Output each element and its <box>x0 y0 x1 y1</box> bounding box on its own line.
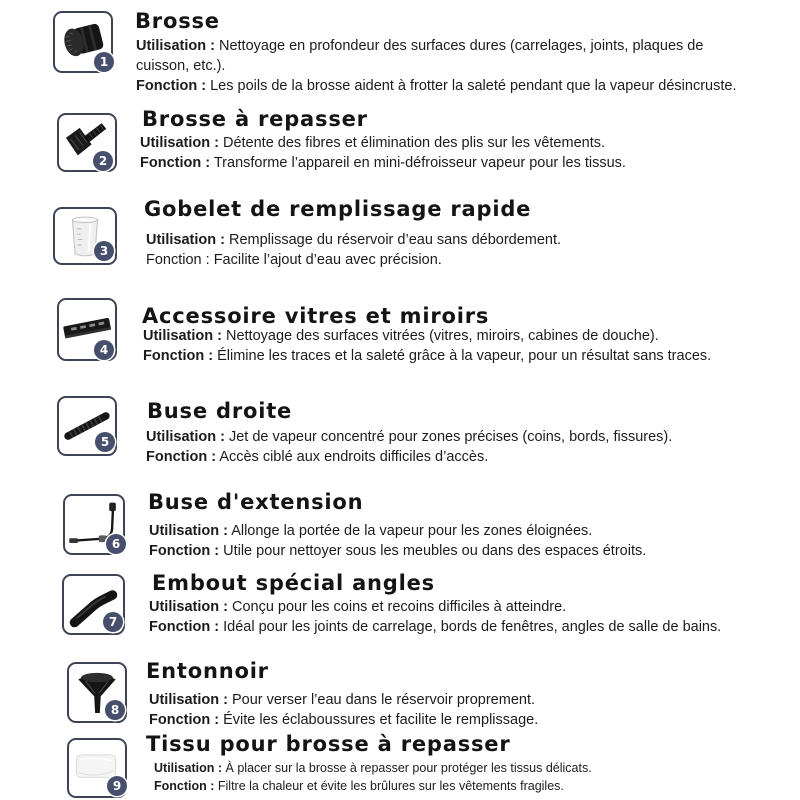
number-badge: 6 <box>106 534 126 554</box>
usage-line <box>149 521 646 541</box>
function-text: Utile pour nettoyer sous les meubles ou dans des espaces étroits. <box>223 543 647 559</box>
usage-label: Utilisation : <box>136 38 215 54</box>
function-line <box>146 250 561 270</box>
function-text: Les poils de la brosse aident à frotter la saleté pendant que la vapeur désincruste. <box>210 78 737 94</box>
function-label: Fonction : <box>140 155 211 171</box>
accessory-title: Gobelet de remplissage rapide <box>144 197 532 221</box>
number-badge: 4 <box>94 340 114 360</box>
usage-label: Utilisation : <box>146 232 225 248</box>
function-line <box>154 777 592 795</box>
usage-line <box>143 326 711 346</box>
usage-text: Détente des fibres et élimination des plis sur les vêtements. <box>222 135 606 151</box>
function-line <box>140 153 626 173</box>
accessory-title: Brosse <box>135 9 220 33</box>
accessory-title: Entonnoir <box>146 659 269 683</box>
usage-text: Allonge la portée de la vapeur pour les zones éloignées. <box>231 523 593 539</box>
accessory-title: Accessoire vitres et miroirs <box>142 304 490 328</box>
function-label: Fonction : <box>146 252 210 268</box>
usage-text: Pour verser l’eau dans le réservoir proprement. <box>231 692 536 708</box>
function-label: Fonction : <box>149 712 220 728</box>
number-badge: 5 <box>95 432 115 452</box>
accessory-title: Brosse à repasser <box>142 107 368 131</box>
function-line <box>136 76 736 96</box>
function-line <box>143 346 711 366</box>
usage-text: À placer sur la brosse à repasser pour protéger les tissus délicats. <box>225 761 592 775</box>
number-badge: 3 <box>94 241 114 261</box>
accessory-description <box>136 36 736 96</box>
function-text: Facilite l’ajout d’eau avec précision. <box>213 252 442 268</box>
function-line <box>149 710 538 730</box>
usage-line <box>149 690 538 710</box>
function-text: Évite les éclaboussures et facilite le remplissage. <box>223 712 539 728</box>
accessory-description <box>149 521 646 561</box>
function-text: Filtre la chaleur et évite les brûlures sur les vêtements fragiles. <box>217 779 564 793</box>
number-badge: 7 <box>103 612 123 632</box>
accessory-description <box>146 427 672 467</box>
usage-label: Utilisation : <box>149 523 228 539</box>
usage-label: Utilisation : <box>149 692 228 708</box>
usage-line <box>149 597 721 617</box>
accessory-title: Buse droite <box>147 399 293 423</box>
function-text: Accès ciblé aux endroits difficiles d’accès. <box>219 449 489 465</box>
number-badge: 2 <box>93 151 113 171</box>
accessory-description <box>140 133 626 173</box>
usage-text: Remplissage du réservoir d’eau sans débordement. <box>228 232 562 248</box>
accessory-description <box>146 230 561 270</box>
usage-label: Utilisation : <box>154 761 223 775</box>
number-badge: 1 <box>94 52 114 72</box>
function-line <box>149 617 721 637</box>
usage-text: Jet de vapeur concentré pour zones précises (coins, bords, fissures). <box>228 429 673 445</box>
usage-label: Utilisation : <box>146 429 225 445</box>
usage-label: Utilisation : <box>149 599 228 615</box>
usage-line <box>136 36 731 76</box>
function-label: Fonction : <box>154 779 215 793</box>
function-label: Fonction : <box>149 619 220 635</box>
usage-line <box>146 427 672 447</box>
function-text: Idéal pour les joints de carrelage, bords de fenêtres, angles de salle de bains. <box>223 619 722 635</box>
usage-label: Utilisation : <box>140 135 219 151</box>
usage-label: Utilisation : <box>143 328 222 344</box>
accessory-description <box>149 597 721 637</box>
function-text: Transforme l’appareil en mini-défroisseur vapeur pour les tissus. <box>213 155 626 171</box>
function-label: Fonction : <box>149 543 220 559</box>
function-line <box>149 541 646 561</box>
accessory-description <box>149 690 538 730</box>
accessory-title: Tissu pour brosse à repasser <box>146 732 511 756</box>
accessory-title: Embout spécial angles <box>152 571 435 595</box>
accessory-title: Buse d'extension <box>148 490 364 514</box>
function-label: Fonction : <box>146 449 217 465</box>
usage-line <box>154 759 592 777</box>
accessory-description <box>154 759 592 795</box>
function-text: Élimine les traces et la saleté grâce à la vapeur, pour un résultat sans traces. <box>217 348 712 364</box>
number-badge: 9 <box>107 776 127 796</box>
usage-text: Conçu pour les coins et recoins difficiles à atteindre. <box>231 599 567 615</box>
function-label: Fonction : <box>136 78 207 94</box>
accessory-description <box>143 326 711 366</box>
usage-text: Nettoyage des surfaces vitrées (vitres, miroirs, cabines de douche). <box>225 328 659 344</box>
usage-line <box>140 133 626 153</box>
number-badge: 8 <box>105 700 125 720</box>
function-label: Fonction : <box>143 348 214 364</box>
usage-line <box>146 230 561 250</box>
usage-text: Nettoyage en profondeur des surfaces dures (carrelages, joints, plaques de cuisson, etc.). <box>136 38 704 74</box>
function-line <box>146 447 672 467</box>
